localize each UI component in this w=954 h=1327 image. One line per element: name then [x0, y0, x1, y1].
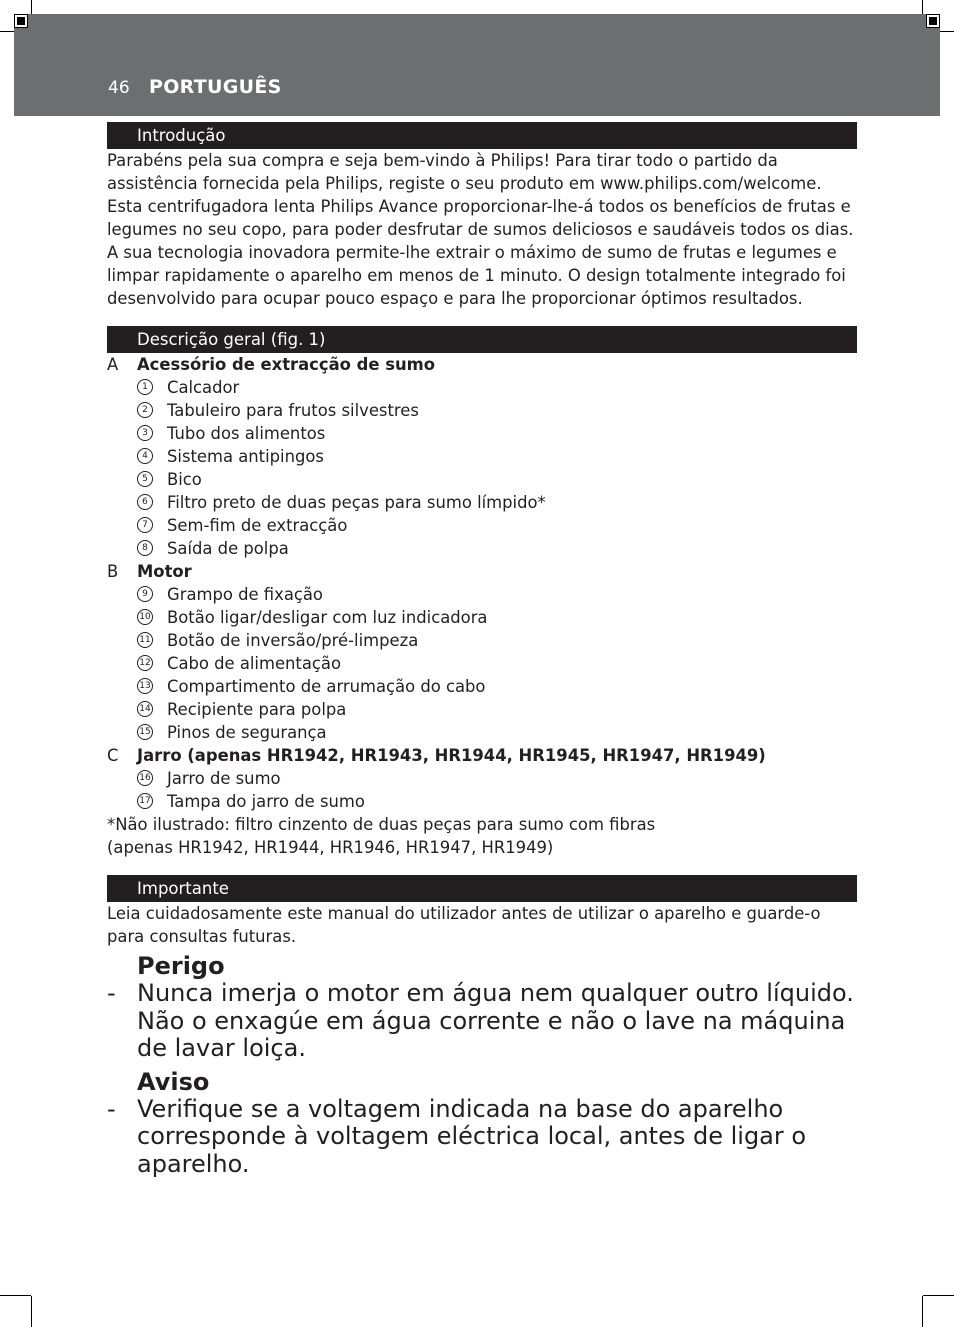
item-number-badge: 10: [137, 609, 153, 625]
group-letter: C: [107, 746, 119, 765]
list-item: [107, 652, 857, 675]
item-label: Botão ligar/desligar com luz indicadora: [167, 608, 488, 627]
list-item: [107, 445, 857, 468]
group-title: Acessório de extracção de sumo: [137, 355, 435, 374]
list-item: [107, 583, 857, 606]
group-title: Jarro (apenas HR1942, HR1943, HR1944, HR1945, HR1947, HR1949): [137, 746, 766, 765]
item-number-badge: 1: [137, 379, 153, 395]
item-number-badge: 11: [137, 632, 153, 648]
list-item: [107, 675, 857, 698]
list-item: [107, 491, 857, 514]
group-letter: A: [107, 355, 119, 374]
list-item: [107, 790, 857, 813]
item-number-badge: 6: [137, 494, 153, 510]
item-label: Botão de inversão/pré-limpeza: [167, 631, 419, 650]
group-title: Motor: [137, 562, 192, 581]
item-number-badge: 3: [137, 425, 153, 441]
overview-group-b: [107, 560, 857, 744]
danger-bullet: [107, 980, 857, 1063]
list-item: [107, 721, 857, 744]
registration-mark-icon: [926, 14, 940, 28]
list-item: [107, 698, 857, 721]
warning-bullet: [107, 1096, 857, 1179]
item-label: Compartimento de arrumação do cabo: [167, 677, 486, 696]
item-label: Bico: [167, 470, 202, 489]
page-number: 46: [108, 78, 130, 98]
crop-mark: [0, 1295, 31, 1296]
list-item: [107, 422, 857, 445]
item-label: Filtro preto de duas peças para sumo límpido*: [167, 493, 546, 512]
list-item: [107, 376, 857, 399]
item-label: Tabuleiro para frutos silvestres: [167, 401, 419, 420]
item-label: Sistema antipingos: [167, 447, 324, 466]
footnote: *Não ilustrado: filtro cinzento de duas peças para sumo com fibras: [107, 815, 656, 834]
overview-group-a: [107, 353, 857, 560]
list-item: [107, 514, 857, 537]
overview-group-c: [107, 744, 857, 813]
item-number-badge: 15: [137, 724, 153, 740]
list-item: [107, 629, 857, 652]
item-number-badge: 13: [137, 678, 153, 694]
crop-mark: [923, 1295, 954, 1296]
section-heading-important: Importante: [107, 875, 857, 902]
item-label: Tubo dos alimentos: [167, 424, 326, 443]
group-letter: B: [107, 562, 119, 581]
item-number-badge: 4: [137, 448, 153, 464]
item-label: Jarro de sumo: [167, 769, 281, 788]
warning-heading: Aviso: [137, 1067, 210, 1096]
page-header-band: [14, 14, 940, 116]
item-label: Calcador: [167, 378, 240, 397]
list-item: [107, 767, 857, 790]
item-label: Saída de polpa: [167, 539, 289, 558]
footnote: (apenas HR1942, HR1944, HR1946, HR1947, HR1949): [107, 838, 554, 857]
item-number-badge: 2: [137, 402, 153, 418]
item-number-badge: 9: [137, 586, 153, 602]
bullet-dash: -: [107, 1094, 116, 1123]
item-number-badge: 5: [137, 471, 153, 487]
list-item: [107, 468, 857, 491]
item-label: Pinos de segurança: [167, 723, 327, 742]
section-heading-intro: Introdução: [107, 122, 857, 149]
bullet-text: Verifique se a voltagem indicada na base do aparelho corresponde à voltagem eléctrica local, antes de ligar o aparelho.: [137, 1094, 807, 1178]
item-number-badge: 17: [137, 793, 153, 809]
list-item: [107, 399, 857, 422]
bullet-dash: -: [107, 979, 116, 1007]
intro-paragraph: Parabéns pela sua compra e seja bem-vindo à Philips! Para tirar todo o partido da assistência fornecida pela Philips, registe o seu produto em www.philips.com/welcome.: [107, 151, 822, 193]
document-body: [107, 122, 857, 1178]
section-heading-overview: Descrição geral (fig. 1): [107, 326, 857, 353]
item-number-badge: 8: [137, 540, 153, 556]
item-label: Grampo de fixação: [167, 585, 323, 604]
item-label: Tampa do jarro de sumo: [167, 792, 365, 811]
registration-mark-icon: [14, 14, 28, 28]
language-label: PORTUGUÊS: [149, 76, 282, 98]
crop-mark: [31, 1296, 32, 1327]
item-number-badge: 14: [137, 701, 153, 717]
crop-mark: [922, 1296, 923, 1327]
danger-heading: Perigo: [137, 952, 225, 980]
item-number-badge: 7: [137, 517, 153, 533]
list-item: [107, 537, 857, 560]
item-number-badge: 12: [137, 655, 153, 671]
item-label: Sem-fim de extracção: [167, 516, 348, 535]
item-label: Cabo de alimentação: [167, 654, 341, 673]
item-number-badge: 16: [137, 770, 153, 786]
intro-paragraph: Esta centrifugadora lenta Philips Avance proporcionar-lhe-á todos os benefícios de frutas e legumes no seu copo, para poder desfrutar de sumos deliciosos e saudáveis todos os dias. A sua tecnologia inovadora permite-lhe extrair o máximo de sumo de frutas e legumes e limpar rapidamente o aparelho em menos de 1 minuto. O design totalmente integrado foi desenvolvido para ocupar pouco espaço e para lhe proporcionar óptimos resultados.: [107, 197, 854, 308]
item-label: Recipiente para polpa: [167, 700, 347, 719]
important-intro: Leia cuidadosamente este manual do utilizador antes de utilizar o aparelho e guarde-o para consultas futuras.: [107, 904, 821, 946]
list-item: [107, 606, 857, 629]
bullet-text: Nunca imerja o motor em água nem qualquer outro líquido. Não o enxagúe em água corrente e não o lave na máquina de lavar loiça.: [137, 979, 854, 1062]
